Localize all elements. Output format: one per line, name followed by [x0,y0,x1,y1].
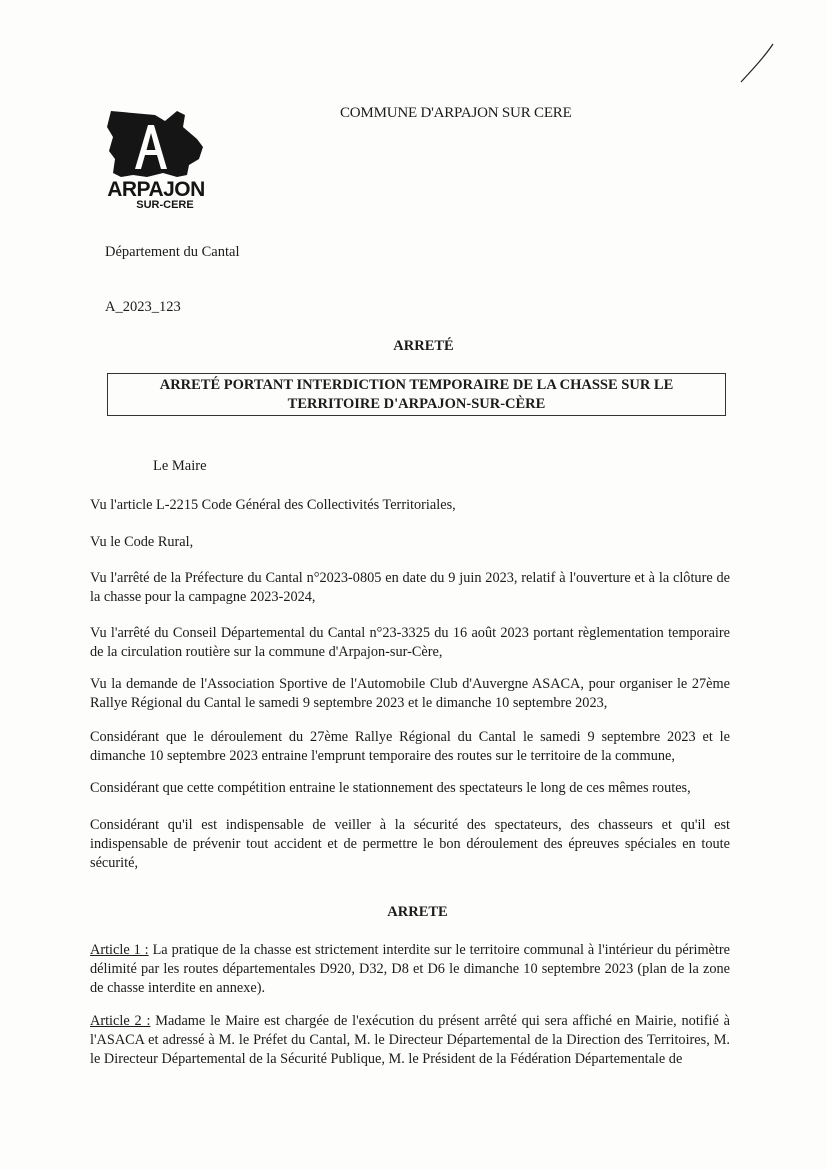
issuer-label: Le Maire [153,458,207,474]
consideration-paragraph: Considérant que cette compétition entraine le stationnement des spectateurs le long de ces mêmes routes, [90,780,691,796]
consideration-paragraph: Considérant qu'il est indispensable de veiller à la sécurité des spectateurs, des chasseurs et qu'il est indispensable de prévenir tout accident et de permettre le bon déroulement des épreuves spéciales en toute sécurité, [90,817,730,871]
article-2-label: Article 2 : [90,1013,151,1029]
article-1-text: La pratique de la chasse est strictement interdite sur le territoire communal à l'intérieur du périmètre délimité par les routes départementales D920, D32, D8 et D6 le dimanche 10 septembre 2023 (plan de la zone de chasse interdite en annexe). [90,942,730,996]
document-type-heading: ARRETÉ [393,338,454,354]
decision-heading: ARRETE [387,904,448,920]
consideration-paragraph: Vu l'article L-2215 Code Général des Collectivités Territoriales, [90,497,456,513]
commune-name: COMMUNE D'ARPAJON SUR CERE [340,105,572,121]
article-2-text: Madame le Maire est chargée de l'exécution du présent arrêté qui sera affiché en Mairie, notifié à l'ASACA et adressé à M. le Préfet du Cantal, M. le Directeur Départemental de la Direction des Territoires, M. le Directeur Départemental de la Sécurité Publique, M. le Président de la Fédération Départementale de [90,1013,730,1067]
consideration-paragraph: Vu l'arrêté de la Préfecture du Cantal n°2023-0805 en date du 9 juin 2023, relatif à l'ouverture et à la clôture de la chasse pour la campagne 2023-2024, [90,570,730,605]
logo-name: ARPAJON [107,178,205,201]
decree-title-line-1: ARRETÉ PORTANT INTERDICTION TEMPORAIRE DE LA CHASSE SUR LE [159,377,674,393]
article-2 [90,1012,730,1069]
logo-subtitle: SUR-CERE [136,199,194,211]
departement-name: Département du Cantal [105,244,240,260]
article-1 [90,941,730,998]
consideration-paragraph: Vu l'arrêté du Conseil Départemental du Cantal n°23-3325 du 16 août 2023 portant règlementation temporaire de la circulation routière sur la commune d'Arpajon-sur-Cère, [90,625,730,660]
decree-title-box [107,373,726,416]
consideration-paragraph: Vu le Code Rural, [90,534,194,550]
arpajon-logo [103,107,215,217]
pen-stroke-mark [735,42,775,84]
article-1-label: Article 1 : [90,942,149,958]
document-reference: A_2023_123 [105,299,181,315]
consideration-paragraph: Vu la demande de l'Association Sportive de l'Automobile Club d'Auvergne ASACA, pour organiser le 27ème Rallye Régional du Cantal le samedi 9 septembre 2023 et le dimanche 10 septembre 2023, [90,676,730,711]
decree-title-line-2: TERRITOIRE D'ARPAJON-SUR-CÈRE [287,396,546,412]
logo-emblem [103,107,215,179]
consideration-paragraph: Considérant que le déroulement du 27ème Rallye Régional du Cantal le samedi 9 septembre 2023 et le dimanche 10 septembre 2023 entraine l'emprunt temporaire des routes sur le territoire de la commune, [90,729,730,764]
